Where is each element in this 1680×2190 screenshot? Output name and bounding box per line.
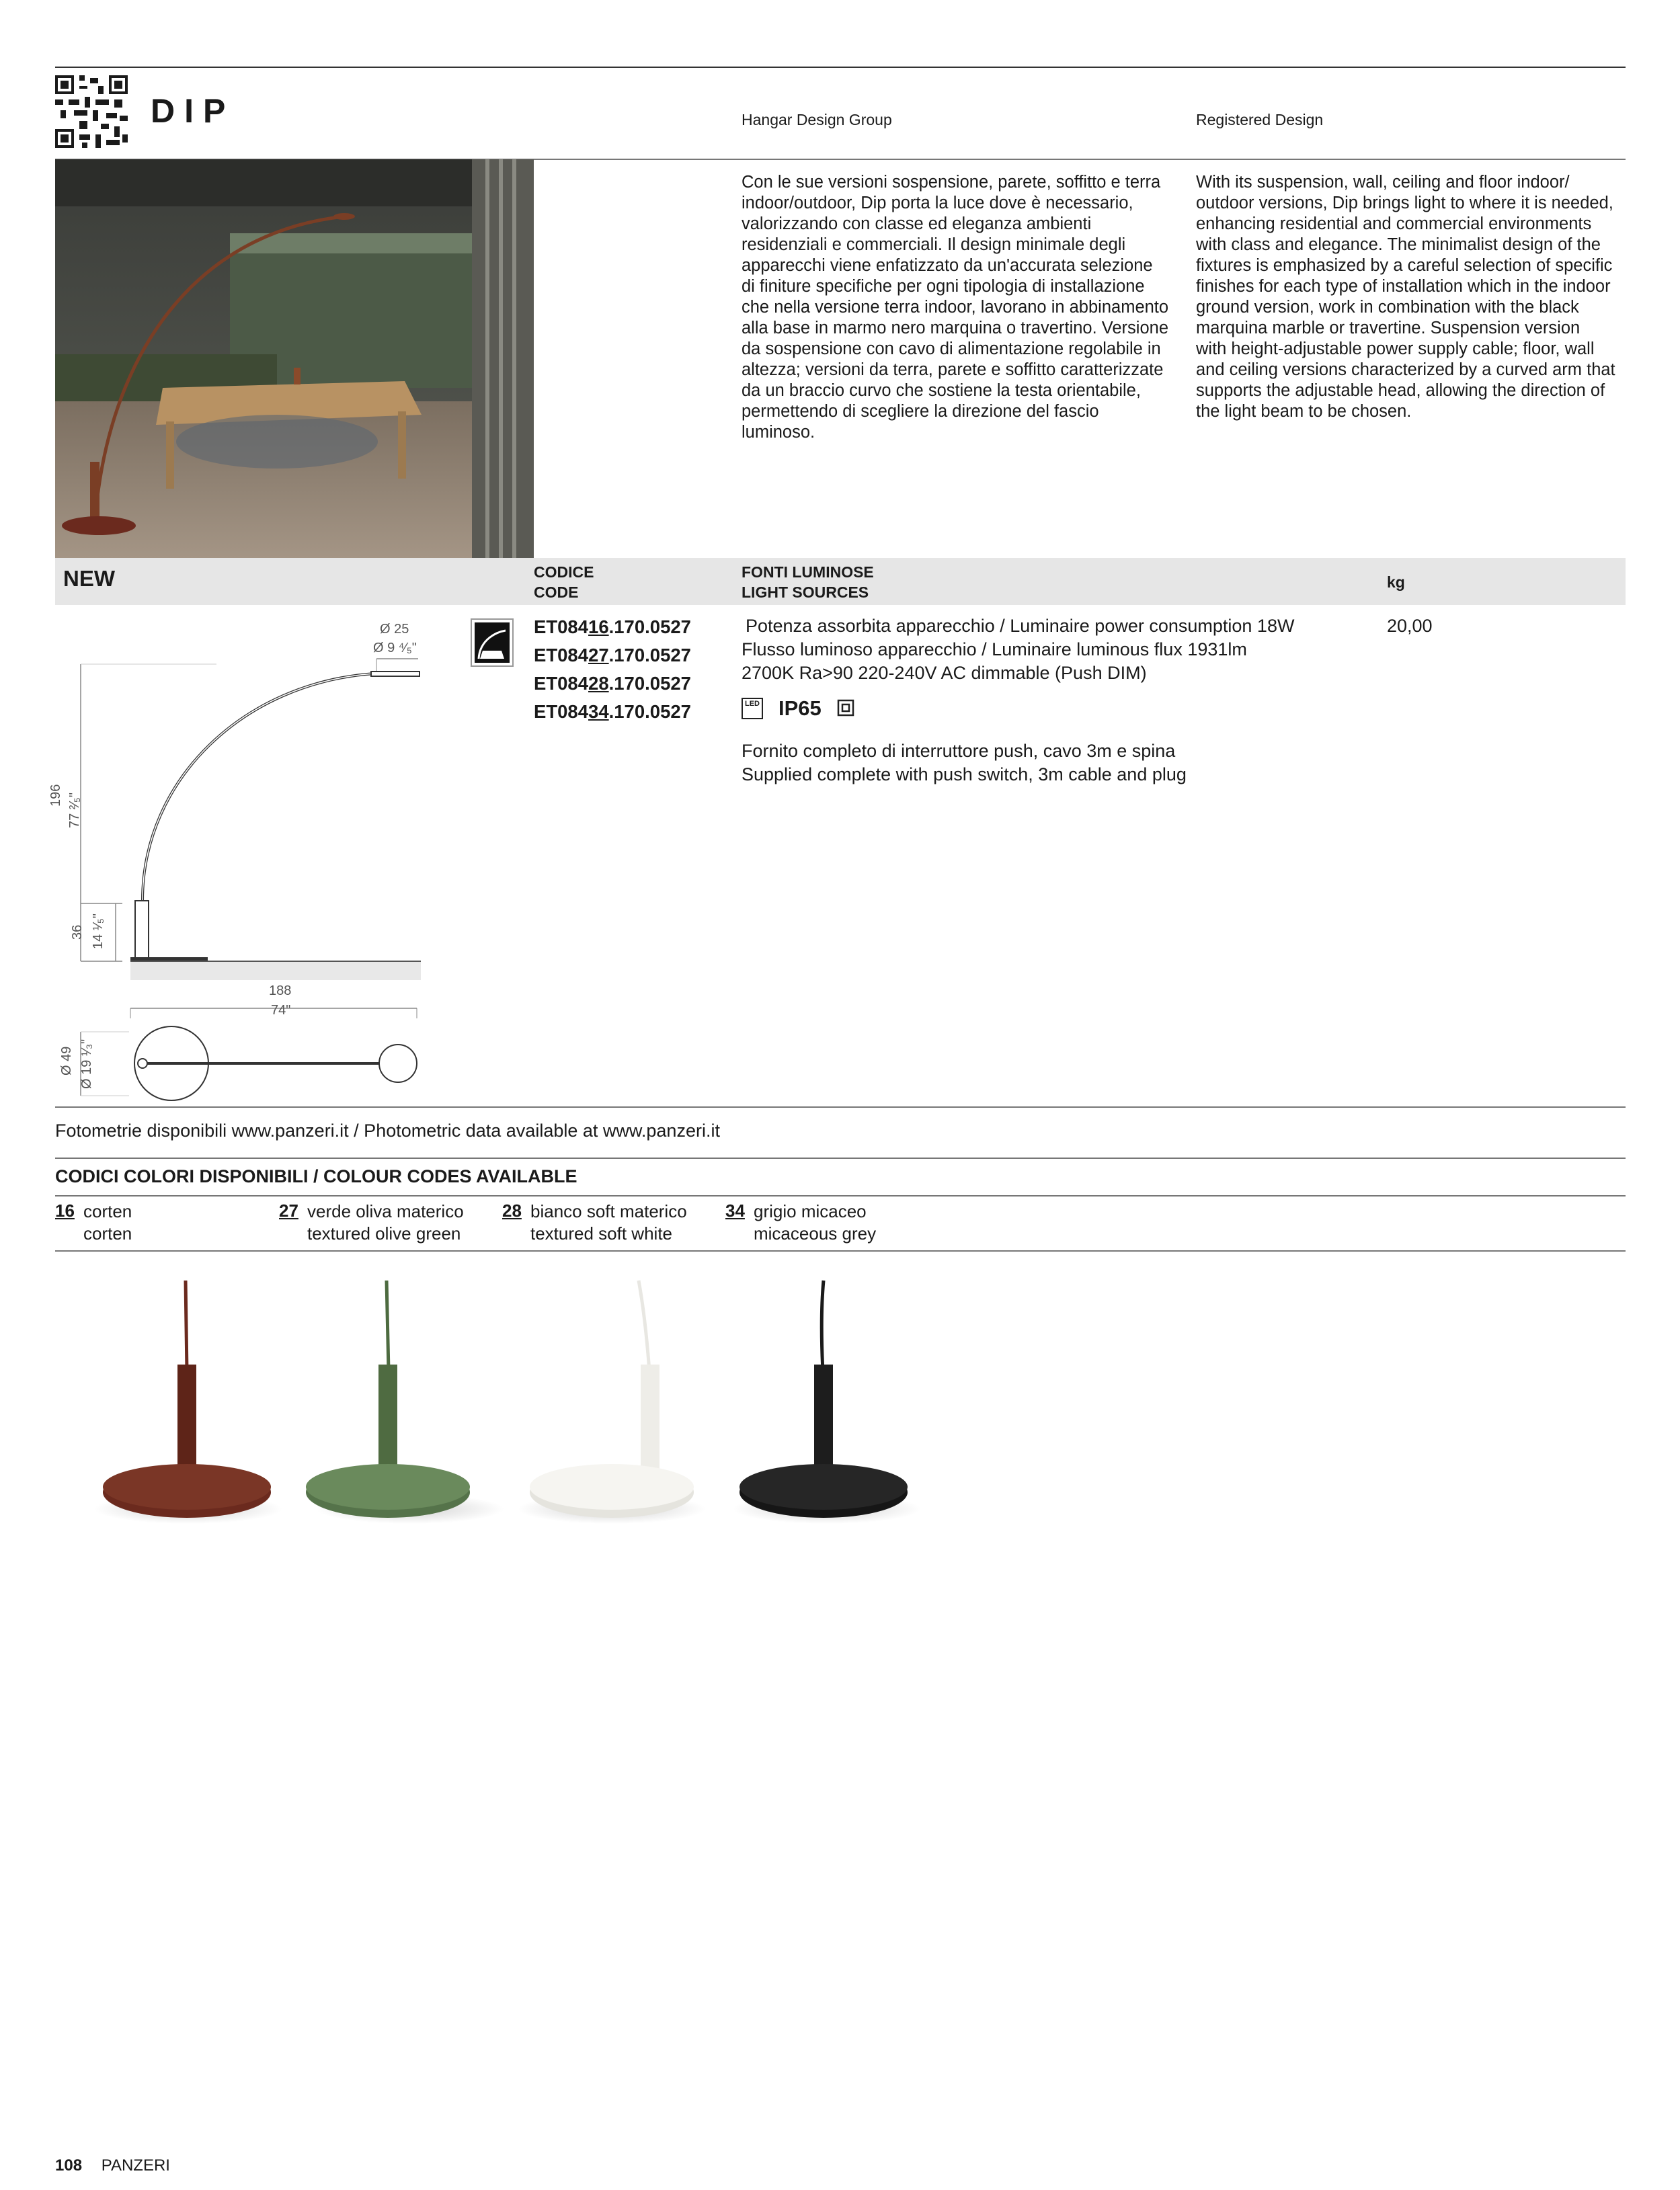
brand-name: PANZERI bbox=[101, 2156, 170, 2175]
base-diameter-cm: Ø 49 bbox=[59, 1046, 74, 1076]
product-photo bbox=[55, 159, 534, 558]
height-cm: 196 bbox=[48, 784, 63, 807]
reach-cm: 188 bbox=[269, 983, 292, 998]
colour-codes-heading: CODICI COLORI DISPONIBILI / COLOUR CODES AVAILABLE bbox=[55, 1166, 577, 1186]
base-height-cm: 36 bbox=[70, 924, 85, 940]
registered-design-label: Registered Design bbox=[1196, 111, 1324, 128]
code-row: ET08428.170.0527 bbox=[534, 673, 691, 694]
class-ii-insulation-icon bbox=[837, 699, 854, 717]
technical-drawing bbox=[55, 605, 458, 1102]
swatch-base-28 bbox=[518, 1281, 706, 1524]
swatch-base-27 bbox=[306, 1281, 504, 1524]
product-title: DIP bbox=[151, 92, 235, 130]
header-code: CODICE CODE bbox=[534, 563, 594, 601]
header-weight: kg bbox=[1387, 573, 1405, 591]
floor-lamp-type-icon bbox=[471, 618, 514, 667]
base-height-in: 14 ¹⁄₅" bbox=[91, 914, 106, 949]
supply-note: Fornito completo di interruttore push, cavo 3m e spina Supplied complete with push switch, 3m cable and plug bbox=[742, 741, 1187, 784]
swatch-base-16 bbox=[94, 1281, 282, 1524]
top-rule bbox=[55, 67, 1626, 68]
led-icon: LED bbox=[742, 698, 763, 719]
page-number: 108 bbox=[55, 2156, 83, 2175]
reach-in: 74" bbox=[271, 1003, 291, 1018]
qr-code-icon[interactable] bbox=[55, 75, 128, 148]
photometric-note: Fotometrie disponibili www.panzeri.it / Photometric data available at www.panzeri.it bbox=[55, 1121, 720, 1141]
header-light-sources: FONTI LUMINOSE LIGHT SOURCES bbox=[742, 563, 874, 601]
weight-value: 20,00 bbox=[1387, 616, 1433, 636]
ip-rating: IP65 bbox=[778, 696, 822, 720]
code-row: ET08427.170.0527 bbox=[534, 645, 691, 665]
spec-lines: Potenza assorbita apparecchio / Luminaire power consumption 18W Flusso luminoso apparecchio / Luminaire luminous flux 1931lm 2700K Ra>90 220-240V AC dimmable (Push DIM) bbox=[742, 616, 1295, 683]
colour-items-rule bbox=[55, 1250, 1626, 1252]
photometric-rule bbox=[55, 1106, 1626, 1108]
description-english: With its suspension, wall, ceiling and floor indoor/ outdoor versions, Dip brings light to where it is needed, enhancing residential and commercial environments with class and elegance. The minimalist design of the fixtures is emphasized by a careful selection of specific finishes for each type of installation which in the indoor ground version, work in combination with the black marquina marble or travertine. Suspension version with height-adjustable power supply cable; floor, wall and ceiling versions characterized by a curved arm that supports the adjustable head, allowing the direction of the light beam to be chosen. bbox=[1196, 173, 1615, 421]
colour-codes-heading-rule bbox=[55, 1195, 1626, 1197]
swatch-base-34 bbox=[733, 1281, 921, 1524]
code-list bbox=[534, 613, 691, 726]
page-footer bbox=[55, 2156, 170, 2175]
colour-codes-rule bbox=[55, 1158, 1626, 1159]
height-in: 77 ²⁄₅" bbox=[67, 793, 82, 828]
description-italian: Con le sue versioni sospensione, parete, soffitto e terra indoor/outdoor, Dip porta la luce dove è necessario, valorizzando con classe ed eleganza ambienti residenziali e commerciali. Il design minimale degli apparecchi viene enfatizzato da un'accurata selezione di finiture specifiche per ogni tipologia di installazione che nella versione terra indoor, lavorano in abbinamento alla base in marmo nero marquina o travertino. Versione da sospensione con cavo di alimentazione regolabile in altezza; versioni da terra, parete e soffitto caratterizzate da un braccio curvo che sostiene la testa orientabile, permettendo di scegliere la direzione del fascio luminoso. bbox=[742, 173, 1169, 442]
base-diameter-in: Ø 19 ¹⁄₃" bbox=[79, 1039, 94, 1089]
head-diameter-cm: Ø 25 bbox=[380, 622, 409, 637]
colour-swatch-images bbox=[67, 1277, 928, 1546]
designer-label: Hangar Design Group bbox=[742, 111, 892, 128]
code-row: ET08434.170.0527 bbox=[534, 701, 691, 722]
head-diameter-in: Ø 9 ⁴⁄₅" bbox=[373, 641, 417, 655]
new-badge: NEW bbox=[63, 566, 115, 591]
code-row: ET08416.170.0527 bbox=[534, 616, 691, 637]
